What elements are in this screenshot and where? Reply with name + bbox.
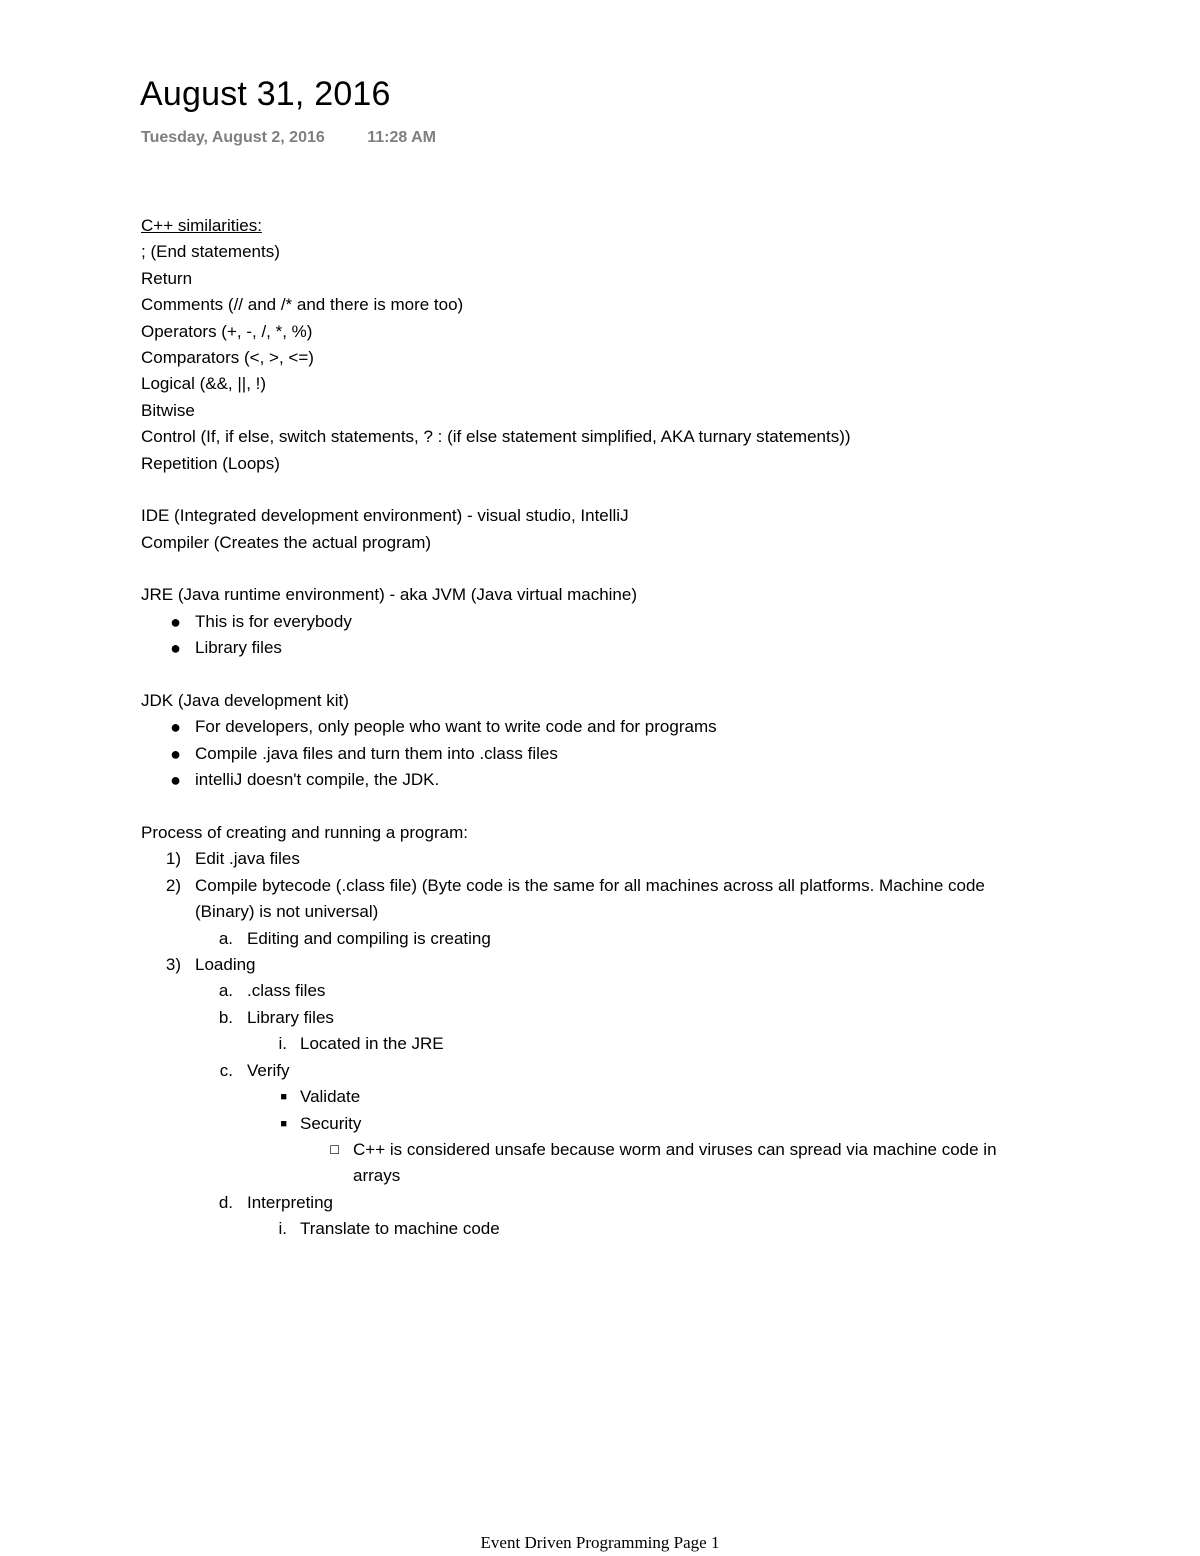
- process-substep: d. Interpreting: [218, 1192, 333, 1212]
- process-step: 2) Compile bytecode (.class file) (Byte code is the same for all machines across all platforms. Machine code (Binary) is not universal): [165, 875, 985, 922]
- jre-heading: JRE (Java runtime environment) - aka JVM (Java virtual machine): [141, 585, 637, 605]
- list-item: ■ Security: [141, 1111, 1121, 1137]
- ide-line: IDE (Integrated development environment) - visual studio, IntelliJ: [141, 506, 629, 526]
- process-substep: c. Verify: [219, 1060, 290, 1080]
- bullet-icon: ●: [170, 717, 181, 738]
- similarity-item: Comparators (<, >, <=): [141, 347, 314, 367]
- similarity-item: Operators (+, -, /, *, %): [141, 321, 313, 341]
- process-substep: b. Library files: [218, 1007, 334, 1027]
- note-date: Tuesday, August 2, 2016: [141, 129, 325, 146]
- list-item: ☐ C++ is considered unsafe because worm and viruses can spread via machine code in arrays: [141, 1137, 1121, 1190]
- page-footer: Event Driven Programming Page 1: [480, 1533, 720, 1552]
- bullet-icon: ●: [170, 770, 181, 791]
- process-substep: a. .class files: [218, 981, 326, 1001]
- similarity-item: ; (End statements): [141, 242, 280, 262]
- jdk-heading: JDK (Java development kit): [141, 691, 349, 711]
- process-heading: Process of creating and running a program:: [141, 823, 468, 843]
- process-step: 1) Edit .java files: [165, 849, 300, 869]
- note-time: 11:28 AM: [367, 129, 436, 146]
- list-item: ● Library files: [141, 635, 1121, 661]
- similarity-item: Comments (// and /* and there is more too): [141, 295, 464, 315]
- note-body: [141, 213, 1121, 1243]
- bullet-icon: ●: [170, 743, 181, 764]
- list-item: ● For developers, only people who want to write code and for programs: [141, 714, 1121, 740]
- similarities-heading: C++ similarities:: [141, 216, 262, 235]
- bullet-icon: ●: [170, 611, 181, 632]
- list-item: ● This is for everybody: [141, 609, 1121, 635]
- similarity-item: Repetition (Loops): [141, 453, 280, 473]
- process-subsubstep: i. Located in the JRE: [278, 1034, 444, 1054]
- similarity-item: Logical (&&, ||, !): [141, 374, 267, 394]
- process-subsubstep: i. Translate to machine code: [278, 1219, 500, 1239]
- compiler-line: Compiler (Creates the actual program): [141, 532, 432, 552]
- list-item: ● intelliJ doesn't compile, the JDK.: [141, 767, 1121, 793]
- note-metadata: [141, 126, 436, 150]
- process-substep: a. Editing and compiling is creating: [218, 928, 491, 948]
- process-step: 3) Loading: [165, 955, 256, 975]
- list-item: ● Compile .java files and turn them into .class files: [141, 741, 1121, 767]
- similarity-item: Control (If, if else, switch statements, ? : (if else statement simplified, AKA turnary statements)): [141, 427, 851, 447]
- open-square-bullet-icon: ☐: [329, 1142, 340, 1157]
- similarity-item: Bitwise: [141, 400, 195, 420]
- square-bullet-icon: ■: [280, 1091, 287, 1104]
- page-title: August 31, 2016: [140, 75, 391, 113]
- list-item: ■ Validate: [141, 1084, 1121, 1110]
- similarity-item: Return: [141, 268, 193, 288]
- bullet-icon: ●: [170, 638, 181, 659]
- square-bullet-icon: ■: [280, 1117, 287, 1130]
